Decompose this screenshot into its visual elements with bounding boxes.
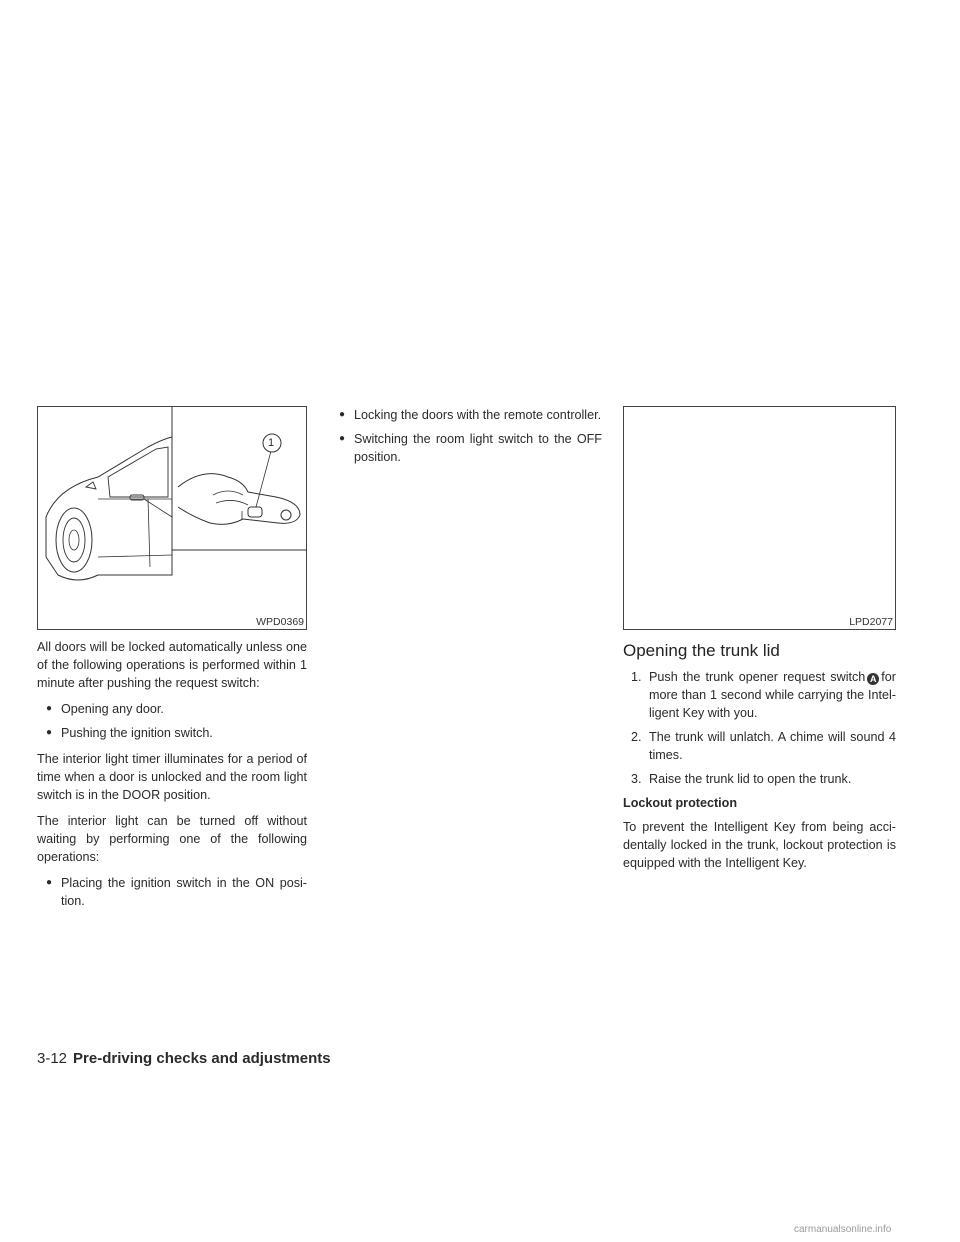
column-right: [623, 406, 896, 880]
list-item: ● Placing the ignition switch in the ON posi- tion.: [46, 876, 307, 908]
figure-trunk: [623, 406, 896, 630]
column-middle: [330, 406, 602, 474]
bullet-icon: ●: [46, 703, 53, 714]
bullet-list-light-off: [37, 874, 307, 910]
page-number: 3-12: [37, 1050, 68, 1067]
marker-a-icon: A: [867, 673, 879, 685]
list-item: ● Locking the doors with the remote controller.: [339, 408, 602, 422]
list-item: 3. Raise the trunk lid to open the trunk.: [631, 772, 852, 786]
figure-door-handle: [37, 406, 307, 630]
list-item: ● Switching the room light switch to the OFF position.: [339, 432, 602, 464]
paragraph-light-timer: The interior light timer illuminates for a period of time when a door is unlocked and the room light switch is in the DOOR position.: [37, 752, 307, 802]
list-item: 2. The trunk will unlatch. A chime will sound 4 times.: [631, 730, 896, 762]
paragraph-lockout: To prevent the Intelligent Key from being acci- dentally locked in the trunk, lockout protection is equipped with the Intelligent Key.: [623, 820, 896, 870]
subheading-lockout: Lockout protection: [623, 796, 738, 810]
page-footer: [37, 1049, 331, 1069]
figure-code: LPD2077: [849, 616, 893, 628]
watermark: carmanualsonline.info: [794, 1224, 892, 1235]
steps-list: [623, 668, 896, 788]
callout-1-label: 1: [268, 437, 275, 449]
figure-code: WPD0369: [256, 616, 304, 628]
section-heading: Opening the trunk lid: [623, 641, 780, 660]
section-title: Pre-driving checks and adjustments: [73, 1050, 331, 1067]
paragraph-auto-lock: All doors will be locked automatically unless one of the following operations is performed within 1 minute after pushing the request switch:: [37, 640, 307, 690]
bullet-list-auto-lock: [37, 700, 307, 742]
paragraph-light-off: The interior light can be turned off without waiting by performing one of the following operations:: [37, 814, 307, 864]
bullet-list-light-off-cont: [330, 406, 602, 466]
bullet-icon: ●: [339, 433, 346, 444]
bullet-icon: ●: [46, 727, 53, 738]
bullet-icon: ●: [339, 409, 346, 420]
list-item: ● Pushing the ignition switch.: [46, 726, 213, 740]
list-item: 1. Push the trunk opener request switch A for more than 1 second while carrying the Intel- ligent Key with you.: [631, 670, 896, 720]
bullet-icon: ●: [46, 877, 53, 888]
list-item: ● Opening any door.: [46, 702, 164, 716]
column-left: [37, 406, 307, 918]
